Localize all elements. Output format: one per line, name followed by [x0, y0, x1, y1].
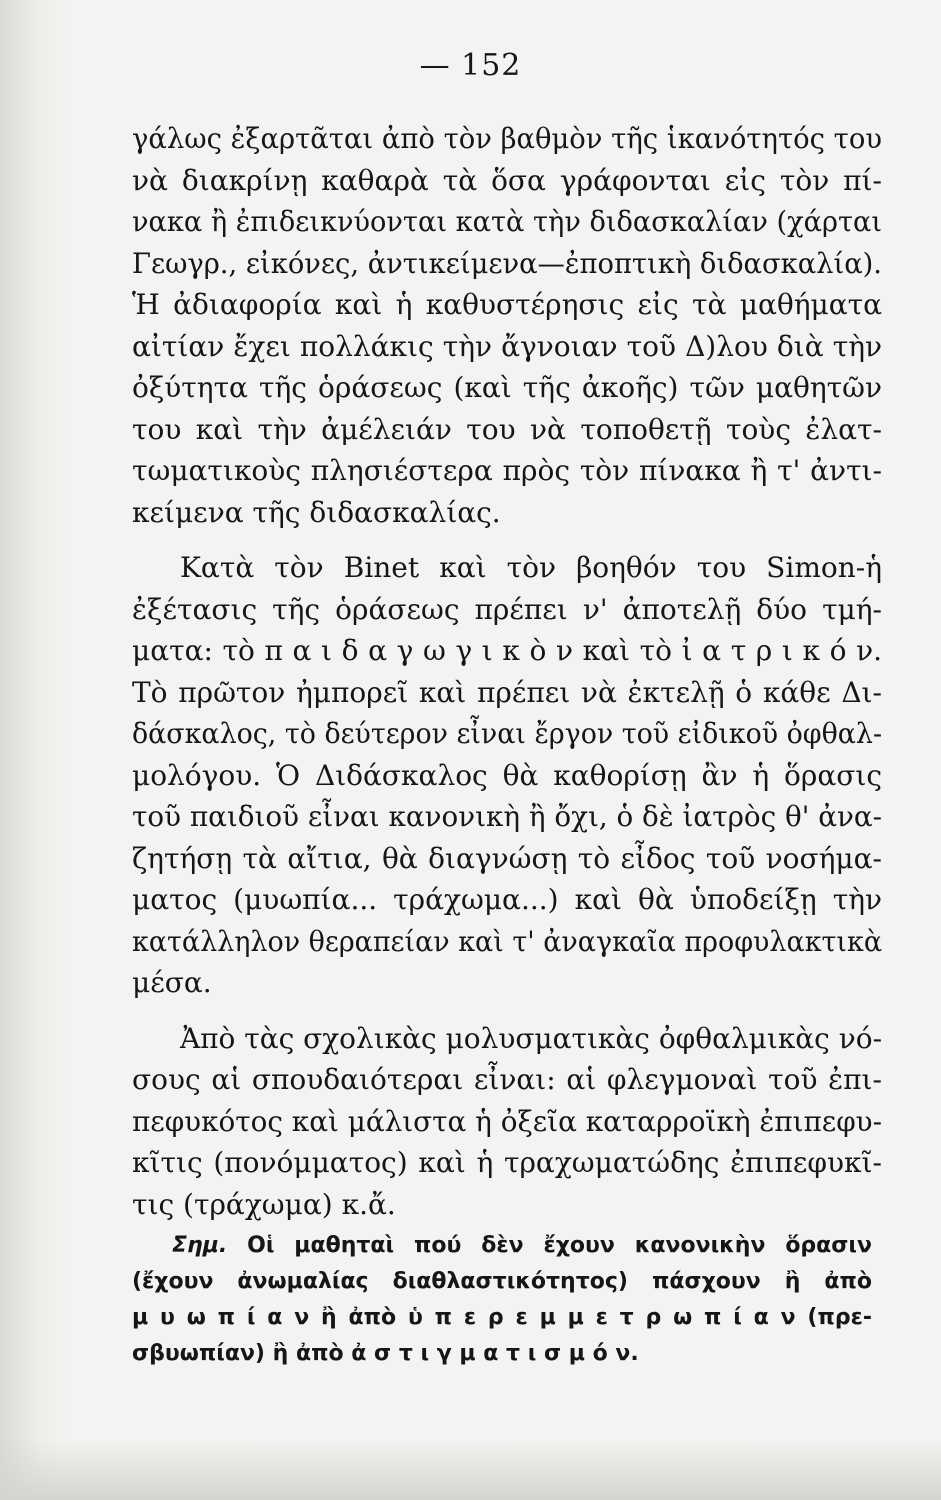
footnote-line-text: Οἱ μαθηταὶ πού δὲν ἔχουν κανονικὴν ὅρασιν	[247, 1233, 872, 1258]
text-line: τοῦ παιδιοῦ εἶναι κανονικὴ ἢ ὄχι, ὁ δὲ ἰατρὸς θ' ἀνα-	[132, 800, 883, 833]
footnote-label: Σημ.	[172, 1233, 228, 1258]
text-line: κῖτις (πονόμματος) καὶ ἡ τραχωματώδης ἐπιπεφυκῖ-	[132, 1146, 882, 1179]
text-line: σους αἱ σπουδαιότεραι εἶναι: αἱ φλεγμοναὶ τοῦ ἐπι-	[132, 1063, 882, 1096]
text-line: του καὶ τὴν ἀμέλειάν του νὰ τοποθετῇ τοὺς ἐλατ-	[132, 412, 882, 446]
text-line: Τὸ πρῶτον ἠμπορεῖ καὶ πρέπει νὰ ἐκτελῇ ὁ κάθε Δι-	[132, 675, 882, 709]
footnote	[132, 1228, 872, 1372]
text-line: πεφυκότος καὶ μάλιστα ἡ ὀξεῖα καταρροϊκὴ ἐπιπεφυ-	[132, 1104, 882, 1138]
text-line: γάλως ἐξαρτᾶται ἀπὸ τὸν βαθμὸν τῆς ἱκανότητός του	[132, 122, 883, 155]
paragraph-1	[132, 118, 882, 533]
text-line: μολόγου. Ὁ Διδάσκαλος θὰ καθορίσῃ ἂν ἡ ὅρασις	[132, 758, 882, 792]
text-line: κατάλληλον θεραπείαν καὶ τ' ἀναγκαῖα προφυλακτικὰ	[132, 924, 883, 958]
footnote-line: σβυωπίαν) ἢ ἀπὸ ἀ σ τ ι γ μ α τ ι σ μ ό ν.	[132, 1341, 639, 1366]
body-text	[132, 118, 882, 1225]
text-line: Ἡ ἀδιαφορία καὶ ἡ καθυστέρησις εἰς τὰ μαθήματα	[132, 288, 882, 321]
page-number: — 152	[419, 48, 522, 83]
text-line: ἐξέτασις τῆς ὁράσεως πρέπει ν' ἀποτελῇ δύο τμή-	[132, 592, 882, 626]
page-bottom-shadow	[0, 1440, 941, 1500]
text-line: ζητήσῃ τὰ αἴτια, θὰ διαγνώσῃ τὸ εἶδος τοῦ νοσήμα-	[132, 841, 882, 875]
page-edge-shadow	[0, 0, 70, 1500]
text-line: τις (τράχωμα) κ.ἄ.	[132, 1187, 396, 1221]
text-line: Ἀπὸ τὰς σχολικὰς μολυσματικὰς ὀφθαλμικὰς νό-	[179, 1021, 883, 1055]
text-line: νακα ἢ ἐπιδεικνύονται κατὰ τὴν διδασκαλίαν (χάρται	[132, 205, 883, 238]
text-line: δάσκαλος, τὸ δεύτερον εἶναι ἔργον τοῦ εἰδικοῦ ὀφθαλ-	[132, 717, 883, 750]
text-line: κείμενα τῆς διδασκαλίας.	[132, 495, 501, 529]
text-line: αἰτίαν ἔχει πολλάκις τὴν ἄγνοιαν τοῦ Δ)λου διὰ τὴν	[132, 329, 882, 363]
footnote-line	[132, 1228, 872, 1264]
footnote-line: μ υ ω π ί α ν ἢ ἀπὸ ὑ π ε ρ ε μ μ ε τ ρ ω π ί α ν (πρε-	[132, 1305, 872, 1330]
paragraph-3	[132, 1018, 882, 1226]
text-line: νὰ διακρίνῃ καθαρὰ τὰ ὅσα γράφονται εἰς τὸν πί-	[132, 163, 882, 197]
text-line: ματα: τὸ π α ι δ α γ ω γ ι κ ὸ ν καὶ τὸ ἰ α τ ρ ι κ ό ν.	[132, 634, 882, 667]
text-line: ματος (μυωπία... τράχωμα...) καὶ θὰ ὑποδείξῃ τὴν	[132, 883, 882, 916]
text-line: τωματικοὺς πλησιέστερα πρὸς τὸν πίνακα ἢ τ' ἀντι-	[132, 454, 882, 487]
text-line: Κατὰ τὸν Binet καὶ τὸν βοηθόν του Simon-ἡ	[180, 551, 882, 584]
text-line: ὀξύτητα τῆς ὁράσεως (καὶ τῆς ἀκοῆς) τῶν μαθητῶν	[132, 371, 882, 404]
footnote-line: (ἔχουν ἀνωμαλίας διαθλαστικότητος) πάσχουν ἢ ἀπὸ	[132, 1269, 872, 1294]
paragraph-2	[132, 547, 882, 1004]
text-line: μέσα.	[132, 966, 212, 999]
text-line: Γεωγρ., εἰκόνες, ἀντικείμενα—ἐποπτικὴ διδασκαλία).	[132, 246, 883, 280]
